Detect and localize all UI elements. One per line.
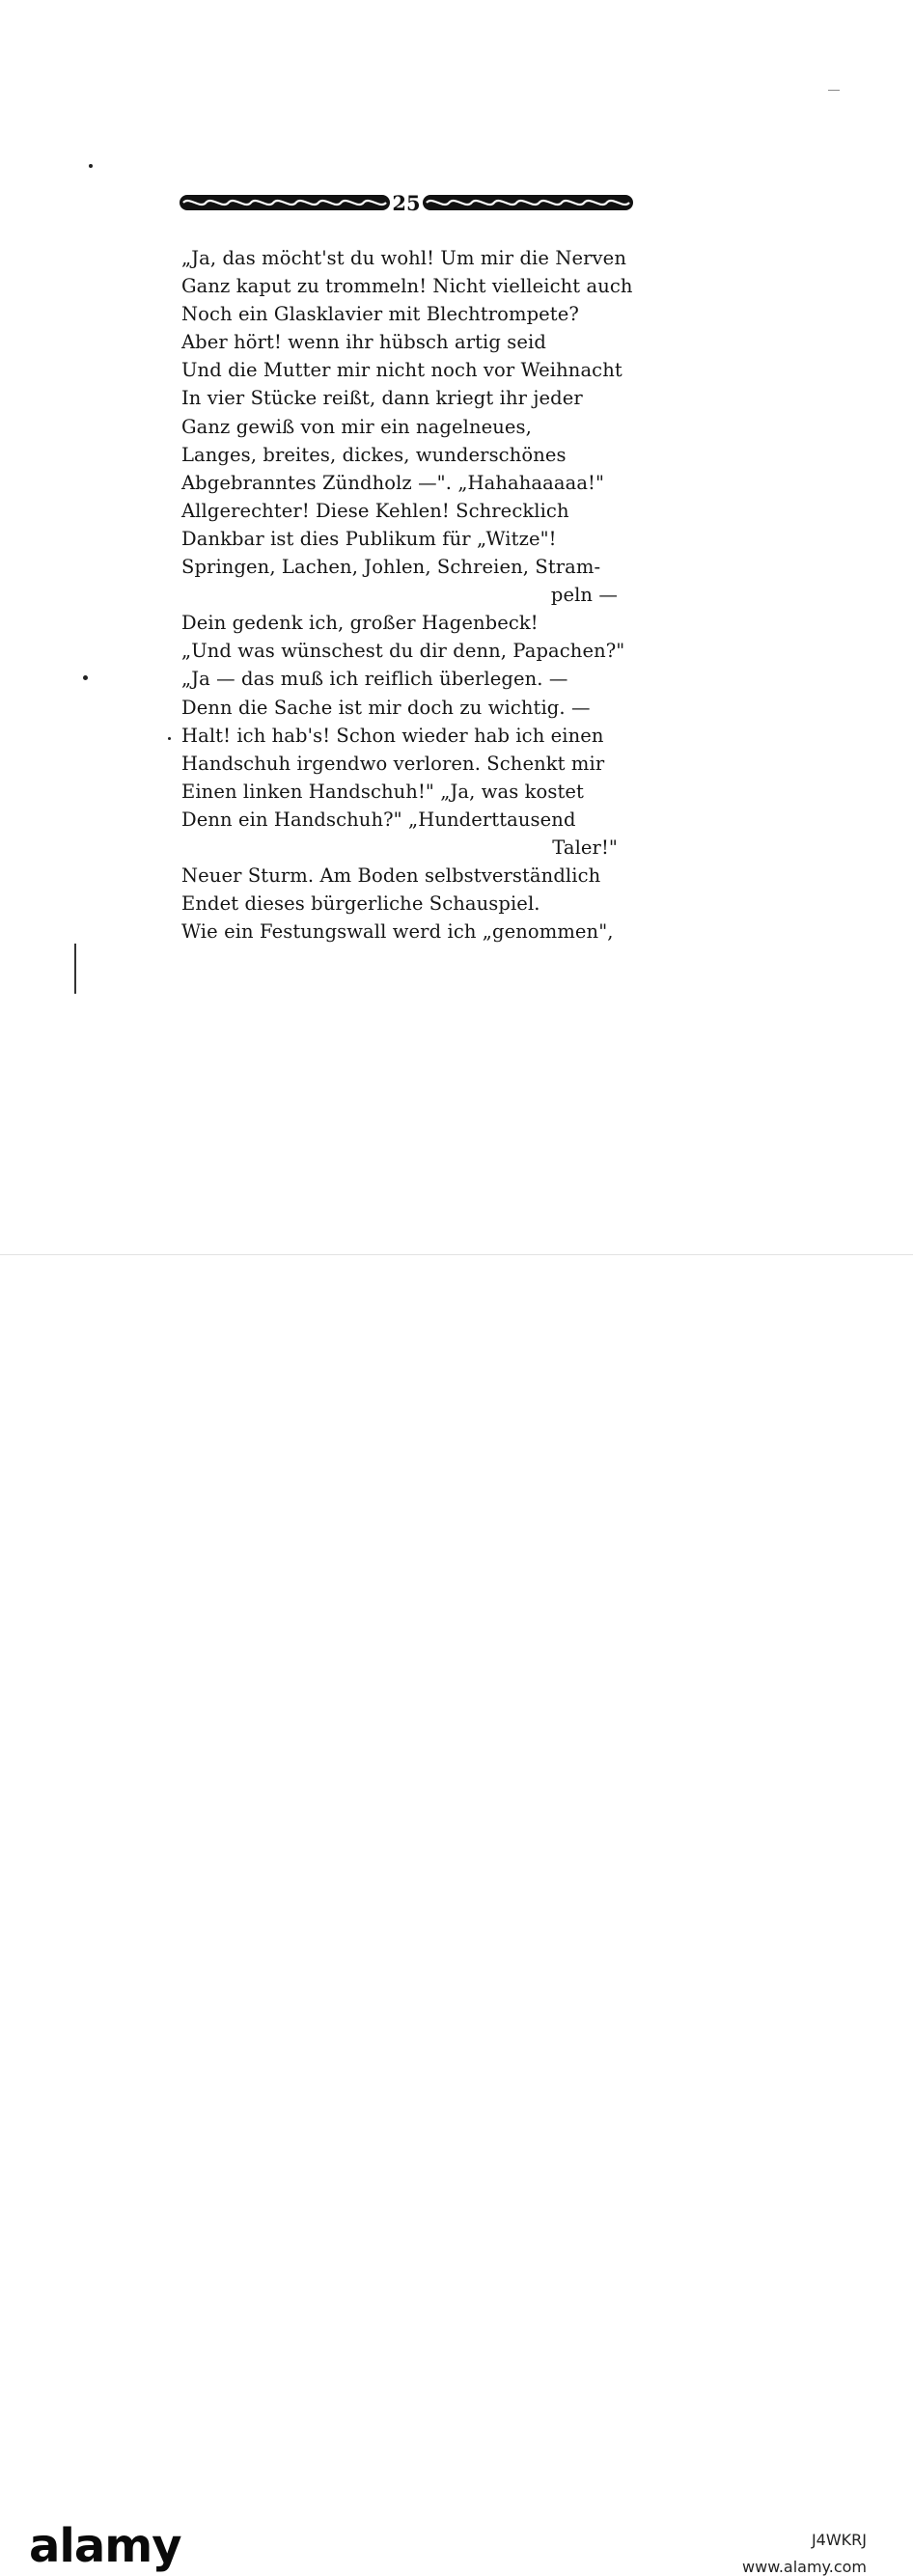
- scan-artifact-line: [74, 944, 76, 994]
- poem-line: „Ja — das muß ich reiflich überlegen. —: [181, 668, 568, 691]
- site-url: www.alamy.com: [742, 2558, 867, 2576]
- watermark-bar: [0, 1254, 913, 2576]
- poem-line: Aber hört! wenn ihr hübsch artig seid: [181, 331, 546, 354]
- page-header: [180, 189, 633, 216]
- ornament-border-right: [423, 193, 633, 212]
- poem-line: Noch ein Glasklavier mit Blechtrompete?: [181, 303, 579, 326]
- ornament-border-left: [180, 193, 390, 212]
- poem-line: Neuer Sturm. Am Boden selbstverständlich: [181, 864, 601, 888]
- scan-artifact-dot: [89, 164, 93, 168]
- poem-line: Endet dieses bürgerliche Schauspiel.: [181, 892, 540, 916]
- poem-line: Abgebranntes Zündholz —". „Hahahaaaaa!": [181, 471, 605, 494]
- page-number: 25: [392, 190, 421, 215]
- poem-line: Halt! ich hab's! Schon wieder hab ich einen: [181, 724, 604, 747]
- poem-line: Dankbar ist dies Publikum für „Witze"!: [181, 527, 557, 550]
- poem-line: „Und was wünschest du dir denn, Papachen?": [181, 640, 625, 663]
- alamy-logo: alamy: [29, 2519, 181, 2573]
- scan-artifact-dot: [168, 737, 171, 740]
- poem-line: Wie ein Festungswall werd ich „genommen",: [181, 920, 614, 944]
- poem-line: peln —: [550, 584, 618, 607]
- poem-line: Handschuh irgendwo verloren. Schenkt mir: [181, 752, 605, 775]
- poem-line: Dein gedenk ich, großer Hagenbeck!: [181, 612, 539, 635]
- poem-line: In vier Stücke reißt, dann kriegt ihr jeder: [181, 387, 583, 410]
- poem-line: „Ja, das möcht'st du wohl! Um mir die Nerven: [181, 247, 626, 269]
- scan-artifact-dash: [828, 90, 840, 91]
- poem-line: Denn ein Handschuh?" „Hunderttausend: [181, 808, 576, 831]
- poem-line: Springen, Lachen, Johlen, Schreien, Stram-: [181, 556, 601, 579]
- scan-artifact-dot: [83, 675, 88, 680]
- poem-line: Taler!": [552, 836, 618, 859]
- poem-line: Denn die Sache ist mir doch zu wichtig. —: [181, 696, 591, 719]
- poem-line: Allgerechter! Diese Kehlen! Schrecklich: [181, 499, 569, 522]
- book-page: [0, 0, 913, 1254]
- poem-line: Langes, breites, dickes, wunderschönes: [181, 443, 567, 466]
- poem-text: [181, 244, 635, 945]
- poem-line: Und die Mutter mir nicht noch vor Weihnacht: [181, 359, 622, 382]
- poem-line: Ganz kaput zu trommeln! Nicht vielleicht auch: [181, 275, 633, 298]
- poem-line: Einen linken Handschuh!" „Ja, was kostet: [181, 780, 584, 803]
- poem-line: Ganz gewiß von mir ein nagelneues,: [181, 415, 532, 438]
- image-id: J4WKRJ: [811, 2531, 867, 2549]
